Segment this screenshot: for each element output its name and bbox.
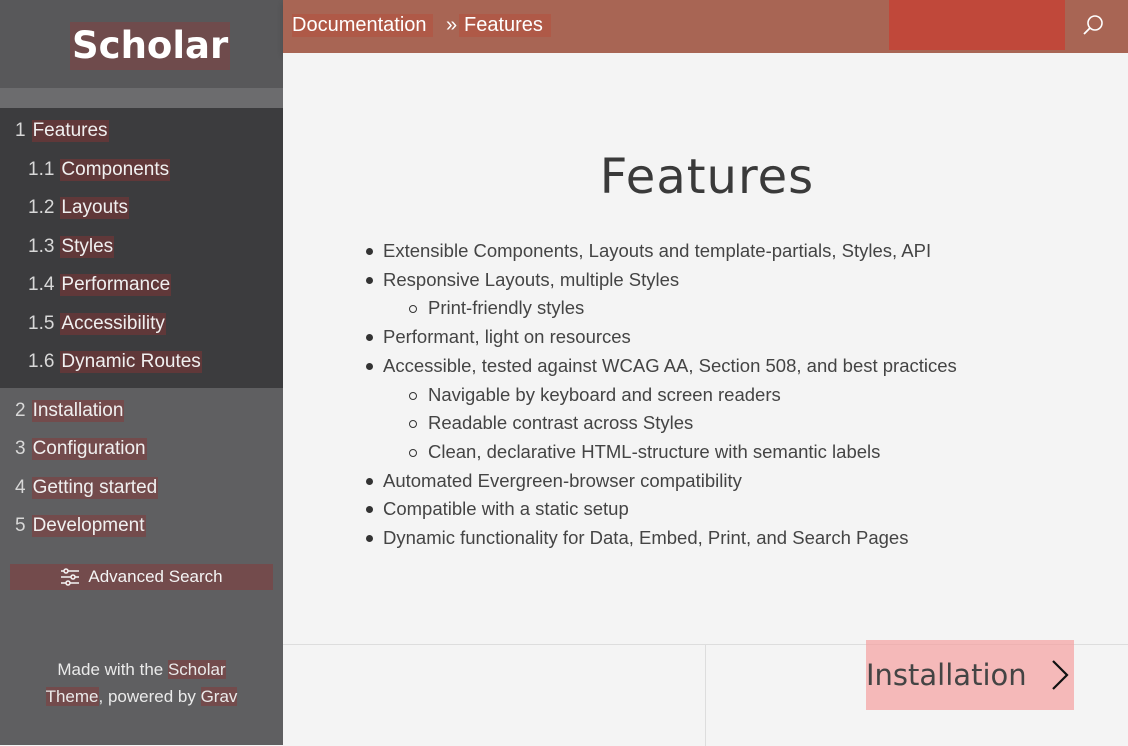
site-logo[interactable]: Scholar bbox=[70, 22, 230, 70]
search-input[interactable] bbox=[889, 0, 1065, 50]
nav-number: 1.2 bbox=[28, 197, 55, 219]
nav-features-group bbox=[0, 108, 283, 388]
nav-label[interactable]: Features bbox=[32, 120, 108, 142]
sidebar-item-components[interactable] bbox=[0, 151, 283, 190]
next-page-link[interactable] bbox=[866, 640, 1074, 710]
advanced-search-label: Advanced Search bbox=[88, 567, 223, 586]
list-item: Dynamic functionality for Data, Embed, Print, and Search Pages bbox=[362, 524, 957, 553]
list-item: Navigable by keyboard and screen readers bbox=[362, 381, 957, 410]
sidebar-item-styles[interactable] bbox=[0, 228, 283, 267]
nav-label[interactable]: Dynamic Routes bbox=[61, 351, 201, 373]
footer-middle: , powered by bbox=[98, 687, 201, 706]
list-item: Extensible Components, Layouts and template-partials, Styles, API bbox=[362, 237, 957, 266]
nav-label[interactable]: Layouts bbox=[61, 197, 128, 219]
list-item: Responsive Layouts, multiple Styles bbox=[362, 266, 957, 295]
footer-prefix: Made with the bbox=[57, 660, 168, 679]
nav-label[interactable]: Configuration bbox=[32, 438, 146, 460]
nav-number: 4 bbox=[15, 476, 26, 498]
nav-label[interactable]: Styles bbox=[61, 235, 114, 257]
nav-number: 3 bbox=[15, 438, 26, 460]
sidebar-item-layouts[interactable] bbox=[0, 189, 283, 228]
sidebar-item-dynamic-routes[interactable] bbox=[0, 343, 283, 382]
nav-number: 1.3 bbox=[28, 235, 55, 257]
sidebar-item-development[interactable] bbox=[0, 507, 283, 546]
page-title: Features bbox=[599, 149, 815, 206]
sidebar-item-accessibility[interactable] bbox=[0, 305, 283, 344]
sliders-icon bbox=[60, 568, 80, 586]
nav-label[interactable]: Installation bbox=[32, 399, 124, 421]
list-item: Automated Evergreen-browser compatibility bbox=[362, 467, 957, 496]
nav-number: 1.1 bbox=[28, 158, 55, 180]
sidebar-item-installation[interactable] bbox=[0, 392, 283, 431]
top-bar bbox=[283, 0, 1128, 53]
breadcrumb-documentation[interactable]: Documentation bbox=[292, 14, 433, 37]
nav-number: 2 bbox=[15, 399, 26, 421]
nav-label[interactable]: Performance bbox=[61, 274, 171, 296]
grav-link[interactable]: Grav bbox=[200, 687, 238, 706]
search-icon[interactable] bbox=[1081, 13, 1105, 37]
pager-divider bbox=[705, 645, 706, 746]
nav-number: 1.6 bbox=[28, 351, 55, 373]
sidebar-item-configuration[interactable] bbox=[0, 430, 283, 469]
list-item: Performant, light on resources bbox=[362, 323, 957, 352]
feature-list bbox=[362, 237, 957, 553]
sidebar-footer bbox=[0, 656, 283, 710]
logo-area bbox=[0, 0, 283, 88]
sidebar bbox=[0, 0, 283, 745]
sidebar-divider bbox=[0, 88, 283, 108]
advanced-search-button[interactable] bbox=[10, 564, 273, 590]
breadcrumb-features[interactable]: Features bbox=[459, 14, 551, 37]
nav-number: 1.4 bbox=[28, 274, 55, 296]
sidebar-item-features[interactable] bbox=[0, 112, 283, 151]
nav-label[interactable]: Getting started bbox=[32, 476, 158, 498]
nav-label[interactable]: Accessibility bbox=[61, 312, 165, 334]
list-item: Clean, declarative HTML-structure with semantic labels bbox=[362, 438, 957, 467]
nav-number: 5 bbox=[15, 515, 26, 537]
sidebar-item-getting-started[interactable] bbox=[0, 469, 283, 508]
sidebar-item-performance[interactable] bbox=[0, 266, 283, 305]
feature-list-container bbox=[362, 237, 957, 553]
scholar-theme-link-cont[interactable]: Theme bbox=[45, 687, 99, 706]
list-item: Compatible with a static setup bbox=[362, 495, 957, 524]
list-item: Accessible, tested against WCAG AA, Section 508, and best practices bbox=[362, 352, 957, 381]
next-page-label: Installation bbox=[866, 658, 1027, 692]
nav-lower-group bbox=[0, 388, 283, 546]
scholar-theme-link[interactable]: Scholar bbox=[167, 660, 226, 679]
main-content bbox=[283, 53, 1128, 745]
nav-label[interactable]: Components bbox=[61, 158, 170, 180]
nav-number: 1.5 bbox=[28, 312, 55, 334]
list-item: Print-friendly styles bbox=[362, 294, 957, 323]
nav-number: 1 bbox=[15, 120, 26, 142]
list-item: Readable contrast across Styles bbox=[362, 409, 957, 438]
nav-label[interactable]: Development bbox=[32, 515, 145, 537]
breadcrumb-separator: » bbox=[446, 14, 458, 36]
chevron-right-icon bbox=[1049, 658, 1071, 692]
page-navigation bbox=[283, 644, 1128, 746]
